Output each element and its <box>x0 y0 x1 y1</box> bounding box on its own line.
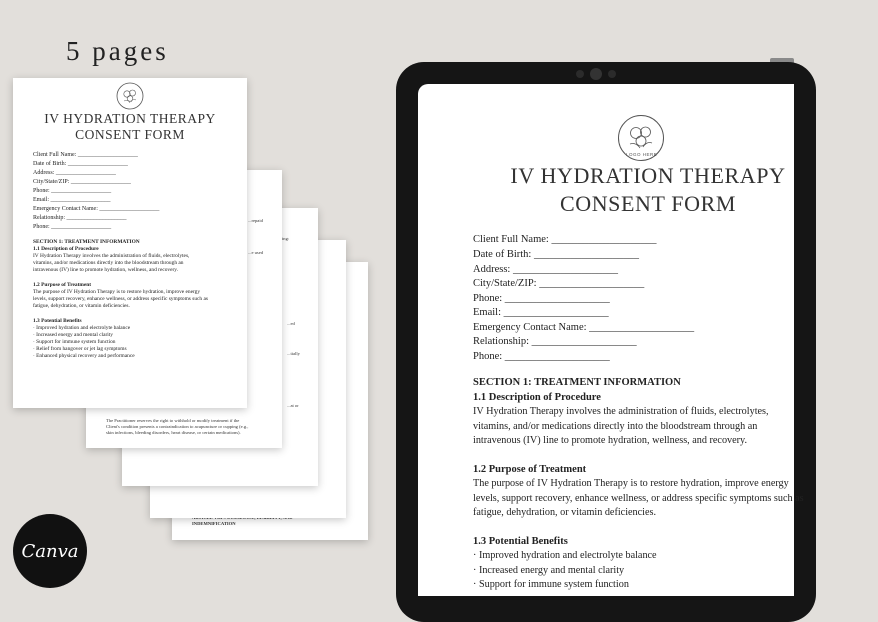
field-phone-2: Phone: ____________________ <box>473 351 610 362</box>
s13-item-3: · Support for immune system function <box>473 579 629 590</box>
front-field-city: City/State/ZIP: ____________________ <box>33 179 131 185</box>
front-s13-title: 1.3 Potential Benefits <box>33 318 82 324</box>
tablet-screen <box>418 84 804 596</box>
page3-fragment-1: ing: <box>282 236 290 241</box>
page2-fragment-2: ...e used <box>248 250 264 255</box>
s13-title: 1.3 Potential Benefits <box>473 535 568 547</box>
front-section-1 <box>33 239 233 360</box>
front-s13-item-4: · Relief from hangover or jet lag symptoms <box>33 346 127 352</box>
s13-item-1: · Improved hydration and electrolyte balance <box>473 550 657 561</box>
s11-title: 1.1 Description of Procedure <box>473 391 601 403</box>
page3-fragment-2: ...ed <box>287 321 295 326</box>
front-field-email: Email: ____________________ <box>33 197 111 203</box>
screen-logo-text: LOGO HERE <box>626 152 658 157</box>
s11-line-3: intravenous (IV) line to promote hydration, wellness, and recovery. <box>473 435 748 446</box>
s12-line-1: The purpose of IV Hydration Therapy is to restore hydration, improve energy <box>473 478 789 489</box>
s11-line-2: vitamins, and/or medications directly into the bloodstream through an <box>473 420 758 432</box>
front-field-emergency: Emergency Contact Name: ____________________ <box>33 206 160 212</box>
front-s12-line-2: levels, support recovery, enhance wellness, or address specific symptoms such as <box>33 296 208 302</box>
tablet-camera-icon <box>590 68 602 80</box>
tablet-sensor-icon <box>608 70 616 78</box>
pages-count-label: 5 pages <box>66 36 169 66</box>
page2-fragment-1: ...repaid <box>248 218 263 223</box>
tablet-camera-icon <box>576 70 584 78</box>
front-s13-item-2: · Increased energy and mental clarity <box>33 332 113 338</box>
page3-line-1: The Practitioner reserves the right to withhold or modify treatment if the <box>106 418 240 423</box>
field-dob: Date of Birth: ____________________ <box>473 249 639 260</box>
section-1-title: SECTION 1: TREATMENT INFORMATION <box>473 377 681 388</box>
preview-page-1 <box>13 78 247 408</box>
front-s11-line-1: IV Hydration Therapy involves the administration of fluids, electrolytes, <box>33 253 190 259</box>
field-city: City/State/ZIP: ____________________ <box>473 278 645 289</box>
front-s13-item-1: · Improved hydration and electrolyte balance <box>33 325 131 331</box>
front-s11-title: 1.1 Description of Procedure <box>33 246 99 252</box>
screen-title-line-1: IV HYDRATION THERAPY <box>510 163 786 188</box>
front-field-phone-2: Phone: ____________________ <box>33 224 112 230</box>
front-title-line-1: IV HYDRATION THERAPY <box>44 111 216 126</box>
page5-article-2: INDEMNIFICATION <box>192 521 236 526</box>
screen-title-line-2: CONSENT FORM <box>559 191 737 216</box>
field-emergency: Emergency Contact Name: ____________________ <box>473 322 695 333</box>
front-s13-item-5: · Enhanced physical recovery and performance <box>33 353 135 359</box>
front-field-relationship: Relationship: ____________________ <box>33 215 127 221</box>
s13-item-2: · Increased energy and mental clarity <box>473 564 625 576</box>
front-section-1-title: SECTION 1: TREATMENT INFORMATION <box>33 239 140 245</box>
front-s12-line-1: The purpose of IV Hydration Therapy is to restore hydration, improve energy <box>33 289 201 295</box>
field-email: Email: ____________________ <box>473 307 609 318</box>
s12-title: 1.2 Purpose of Treatment <box>473 463 587 475</box>
front-field-phone: Phone: ____________________ <box>33 188 112 194</box>
page3-fragment-4: ...at or <box>287 403 299 408</box>
front-s11-line-2: vitamins, and/or medications directly into the bloodstream through an <box>33 260 184 266</box>
front-s12-title: 1.2 Purpose of Treatment <box>33 282 92 288</box>
s12-line-2: levels, support recovery, enhance wellness, or address specific symptoms such as <box>473 492 804 504</box>
front-field-address: Address: ____________________ <box>33 170 116 176</box>
page3-fragment-3: ...tially <box>287 351 300 356</box>
section-1 <box>473 376 803 593</box>
s11-line-1: IV Hydration Therapy involves the administration of fluids, electrolytes, <box>473 406 769 417</box>
field-relationship: Relationship: ____________________ <box>473 336 637 347</box>
front-s12-line-3: fatigue, dehydration, or vitamin deficiencies. <box>33 303 130 309</box>
page3-line-2: Client's condition presents a contraindication to acupuncture or cupping (e.g., <box>106 424 249 429</box>
page3-line-3: skin infections, bleeding disorders, heart disease, or certain medications). <box>106 430 241 435</box>
s12-line-3: fatigue, dehydration, or vitamin deficiencies. <box>473 507 657 518</box>
front-s13-item-3: · Support for immune system function <box>33 339 116 345</box>
front-s11-line-3: intravenous (IV) line to promote hydration, wellness, and recovery. <box>33 267 179 273</box>
floral-logo-icon <box>116 82 144 110</box>
canva-logo: Canva <box>13 514 87 588</box>
field-address: Address: ____________________ <box>473 264 618 275</box>
field-phone: Phone: ____________________ <box>473 293 610 304</box>
front-field-dob: Date of Birth: ____________________ <box>33 161 128 167</box>
field-full-name: Client Full Name: ____________________ <box>473 234 657 245</box>
front-title-line-2: CONSENT FORM <box>75 127 185 142</box>
front-field-full-name: Client Full Name: ____________________ <box>33 152 138 158</box>
